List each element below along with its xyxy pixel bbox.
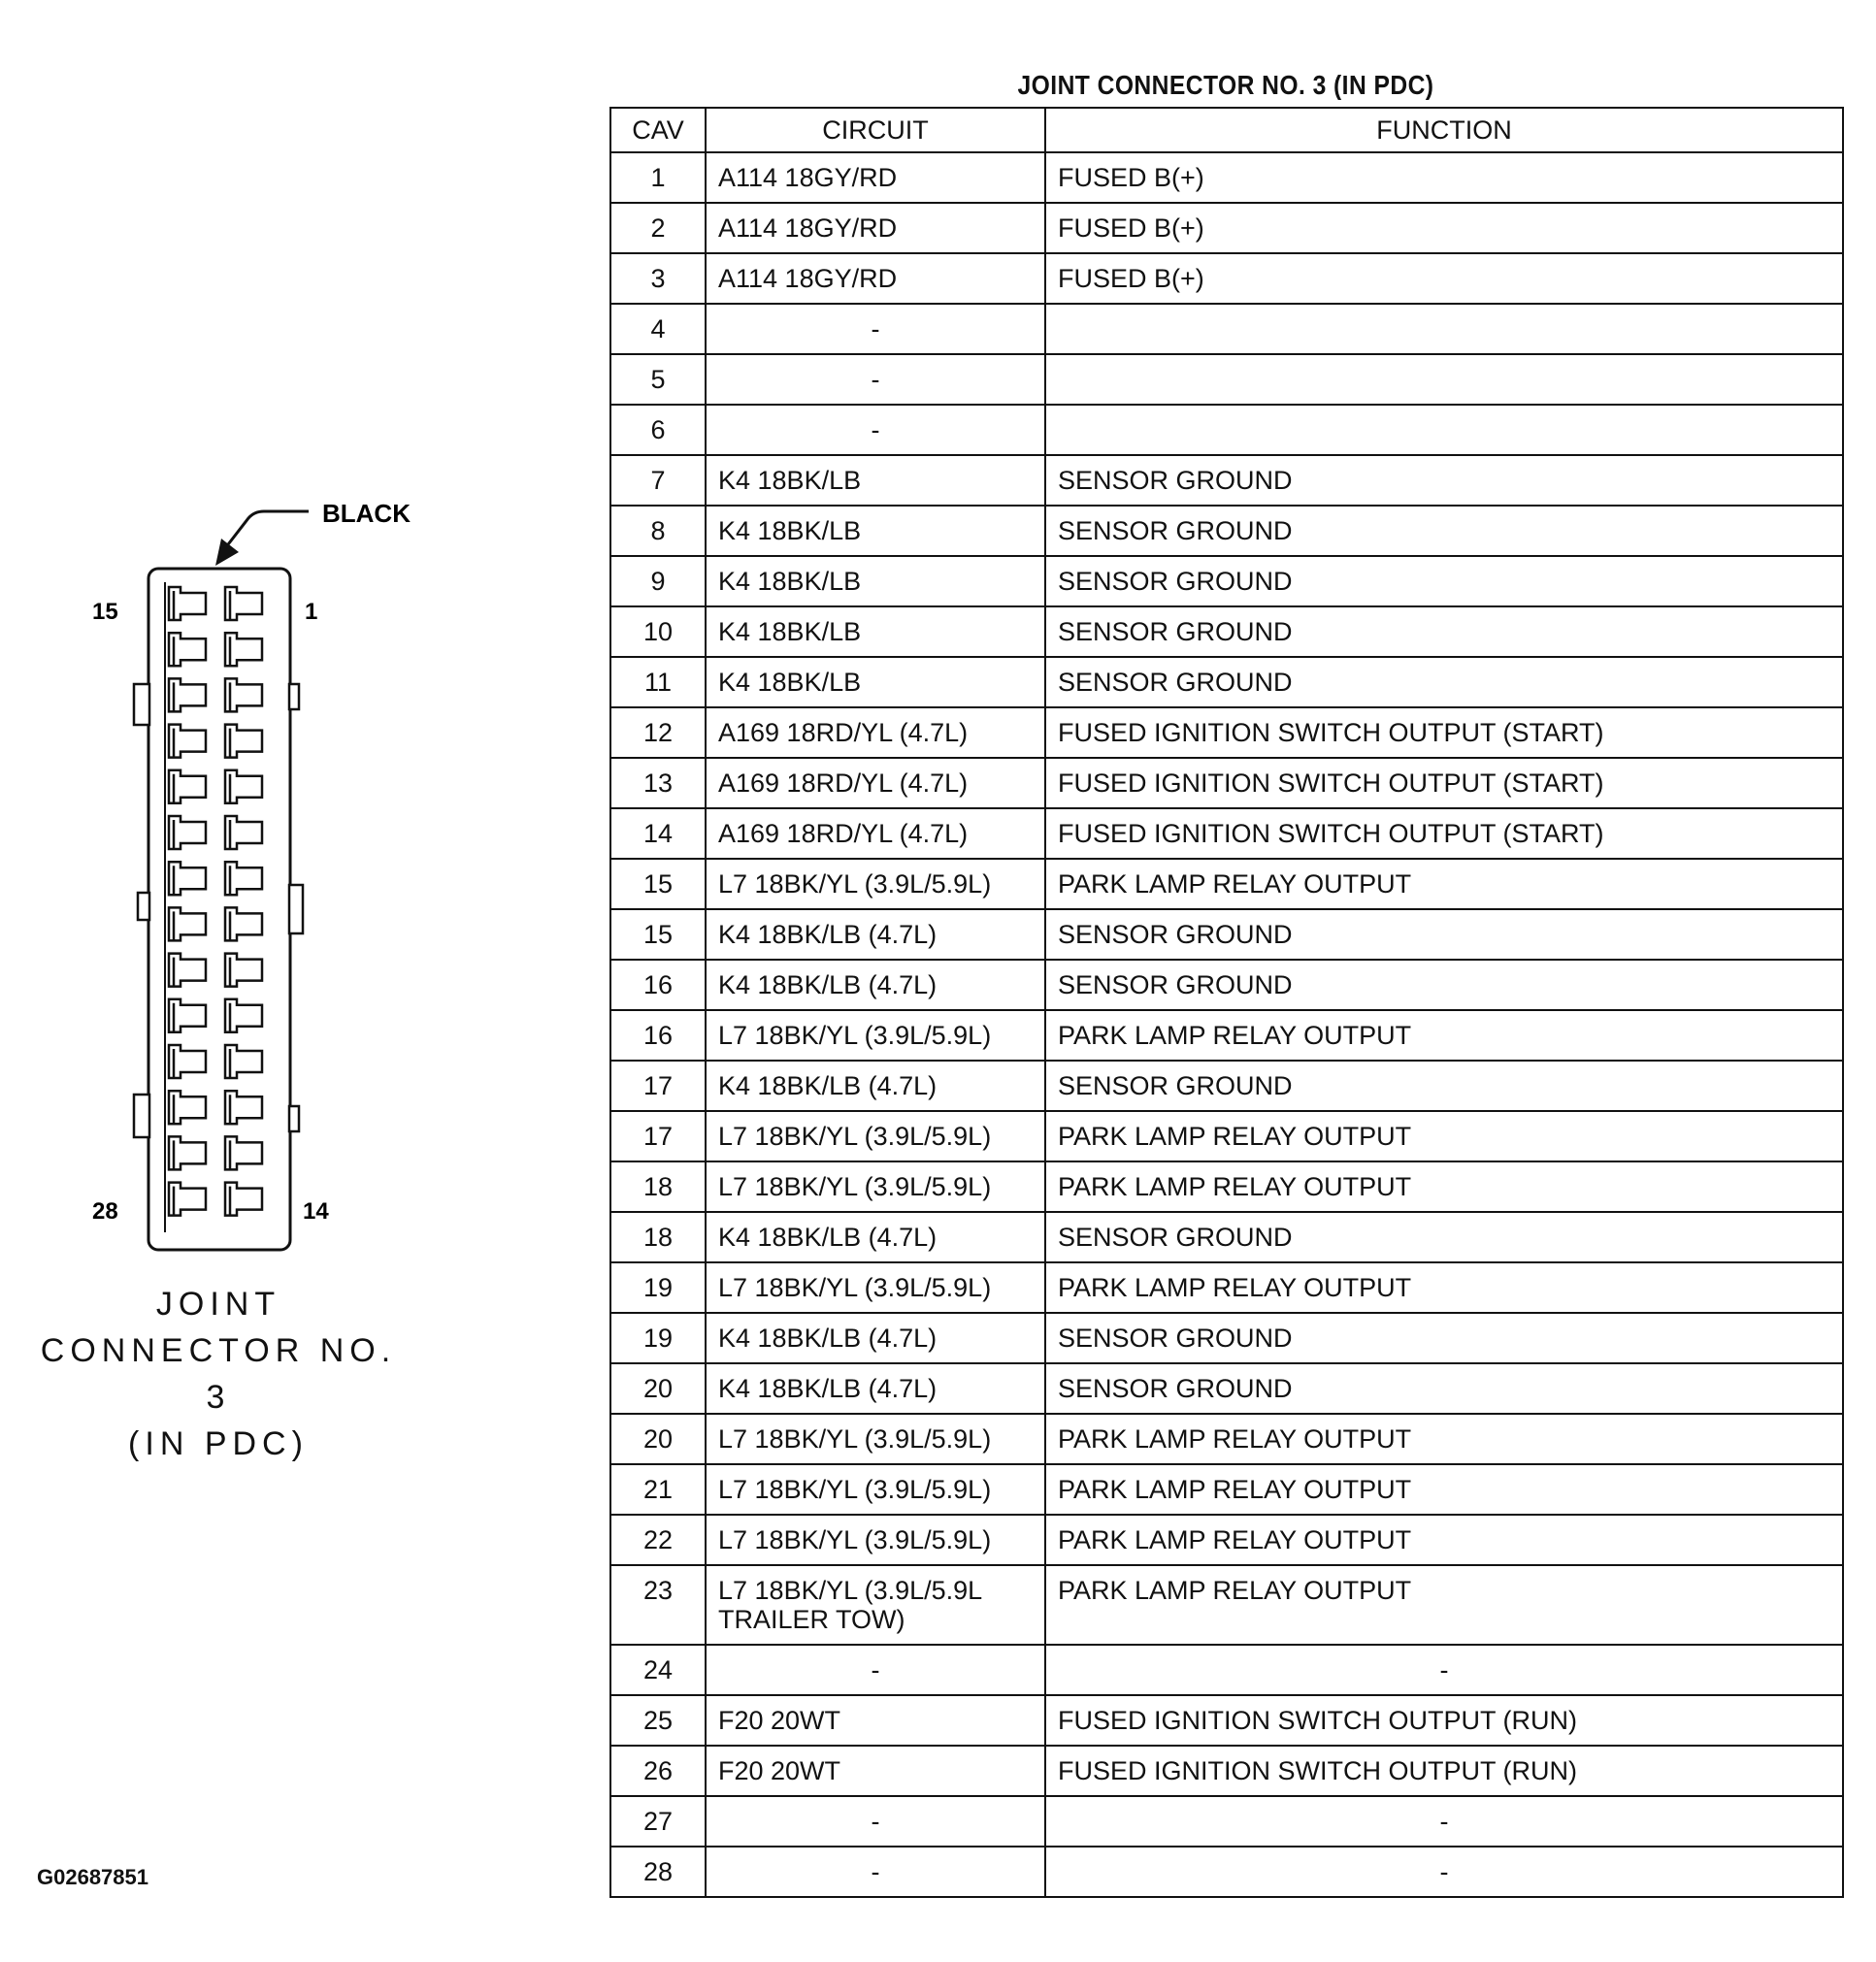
cav-cell: 27 <box>610 1796 706 1847</box>
function-cell: FUSED IGNITION SWITCH OUTPUT (START) <box>1045 707 1843 758</box>
cav-cell: 9 <box>610 556 706 606</box>
table-row <box>610 1847 1843 1897</box>
color-label-leader <box>225 511 309 548</box>
pin-label-bottom-left: 28 <box>92 1198 118 1225</box>
function-cell: SENSOR GROUND <box>1045 909 1843 960</box>
circuit-cell: F20 20WT <box>706 1746 1045 1796</box>
function-cell: PARK LAMP RELAY OUTPUT <box>1045 1111 1843 1161</box>
circuit-cell: L7 18BK/YL (3.9L/5.9L) <box>706 1262 1045 1313</box>
caption-line: (IN PDC) <box>128 1425 309 1462</box>
function-cell: SENSOR GROUND <box>1045 657 1843 707</box>
cav-cell: 12 <box>610 707 706 758</box>
circuit-cell: K4 18BK/LB (4.7L) <box>706 1061 1045 1111</box>
function-cell: SENSOR GROUND <box>1045 556 1843 606</box>
cav-cell: 20 <box>610 1414 706 1464</box>
cav-cell: 16 <box>610 1010 706 1061</box>
function-cell: SENSOR GROUND <box>1045 960 1843 1010</box>
connector-diagram <box>0 0 446 1281</box>
side-latch <box>138 893 149 920</box>
figure-id: G02687851 <box>37 1865 148 1889</box>
cav-cell: 22 <box>610 1515 706 1565</box>
table-row <box>610 455 1843 506</box>
cav-cell: 15 <box>610 909 706 960</box>
circuit-cell: - <box>706 1847 1045 1897</box>
cav-cell: 15 <box>610 859 706 909</box>
table-row <box>610 1262 1843 1313</box>
circuit-cell: L7 18BK/YL (3.9L/5.9L) <box>706 859 1045 909</box>
leader-arrowhead <box>215 539 239 566</box>
side-latch <box>134 684 149 725</box>
side-latch <box>289 885 303 933</box>
table-row <box>610 1464 1843 1515</box>
cav-cell: 19 <box>610 1313 706 1363</box>
cav-cell: 10 <box>610 606 706 657</box>
function-cell: FUSED IGNITION SWITCH OUTPUT (RUN) <box>1045 1695 1843 1746</box>
cav-cell: 1 <box>610 152 706 203</box>
caption-line: CONNECTOR NO. 3 <box>40 1332 397 1416</box>
table-row <box>610 1796 1843 1847</box>
function-cell: PARK LAMP RELAY OUTPUT <box>1045 1464 1843 1515</box>
cav-cell: 14 <box>610 808 706 859</box>
pinout-table <box>609 107 1844 1898</box>
side-latch <box>289 1106 299 1131</box>
function-cell: - <box>1045 1796 1843 1847</box>
cav-cell: 11 <box>610 657 706 707</box>
pin-label-top-left: 15 <box>92 599 118 625</box>
cav-cell: 4 <box>610 304 706 354</box>
cav-cell: 20 <box>610 1363 706 1414</box>
table-row <box>610 253 1843 304</box>
circuit-cell: A114 18GY/RD <box>706 203 1045 253</box>
table-row <box>610 1645 1843 1695</box>
table-header-row <box>610 108 1843 152</box>
circuit-cell: - <box>706 1796 1045 1847</box>
table-row <box>610 304 1843 354</box>
table-row <box>610 1111 1843 1161</box>
header-circuit: CIRCUIT <box>706 108 1045 152</box>
function-cell: FUSED IGNITION SWITCH OUTPUT (START) <box>1045 808 1843 859</box>
function-cell: SENSOR GROUND <box>1045 506 1843 556</box>
table-row <box>610 657 1843 707</box>
circuit-cell: L7 18BK/YL (3.9L/5.9L) <box>706 1464 1045 1515</box>
table-row <box>610 203 1843 253</box>
circuit-cell: F20 20WT <box>706 1695 1045 1746</box>
cav-cell: 19 <box>610 1262 706 1313</box>
caption-line: JOINT <box>155 1286 281 1323</box>
table-row <box>610 1161 1843 1212</box>
cav-cell: 17 <box>610 1061 706 1111</box>
function-cell: SENSOR GROUND <box>1045 1061 1843 1111</box>
circuit-cell: K4 18BK/LB (4.7L) <box>706 1212 1045 1262</box>
cav-cell: 26 <box>610 1746 706 1796</box>
function-cell: FUSED B(+) <box>1045 203 1843 253</box>
circuit-cell: A169 18RD/YL (4.7L) <box>706 707 1045 758</box>
table-row <box>610 1695 1843 1746</box>
circuit-cell: - <box>706 1645 1045 1695</box>
circuit-cell: K4 18BK/LB <box>706 657 1045 707</box>
circuit-cell: - <box>706 304 1045 354</box>
circuit-cell: L7 18BK/YL (3.9L/5.9L) <box>706 1010 1045 1061</box>
cav-cell: 3 <box>610 253 706 304</box>
function-cell: PARK LAMP RELAY OUTPUT <box>1045 1414 1843 1464</box>
cav-cell: 13 <box>610 758 706 808</box>
table-row <box>610 1515 1843 1565</box>
function-cell: - <box>1045 1645 1843 1695</box>
side-latch <box>289 684 299 709</box>
circuit-cell: K4 18BK/LB (4.7L) <box>706 1313 1045 1363</box>
function-cell: FUSED IGNITION SWITCH OUTPUT (RUN) <box>1045 1746 1843 1796</box>
function-cell: SENSOR GROUND <box>1045 455 1843 506</box>
function-cell: SENSOR GROUND <box>1045 1212 1843 1262</box>
table-row <box>610 1746 1843 1796</box>
cav-cell: 2 <box>610 203 706 253</box>
table-row <box>610 506 1843 556</box>
circuit-cell: A169 18RD/YL (4.7L) <box>706 758 1045 808</box>
circuit-cell: L7 18BK/YL (3.9L/5.9L) <box>706 1414 1045 1464</box>
function-cell: FUSED IGNITION SWITCH OUTPUT (START) <box>1045 758 1843 808</box>
cav-cell: 7 <box>610 455 706 506</box>
function-cell: PARK LAMP RELAY OUTPUT <box>1045 1565 1843 1645</box>
cav-cell: 25 <box>610 1695 706 1746</box>
circuit-cell: - <box>706 405 1045 455</box>
circuit-cell: L7 18BK/YL (3.9L/5.9L) <box>706 1111 1045 1161</box>
circuit-cell: - <box>706 354 1045 405</box>
table-row <box>610 556 1843 606</box>
circuit-cell: L7 18BK/YL (3.9L/5.9L TRAILER TOW) <box>706 1565 1045 1645</box>
function-cell: - <box>1045 1847 1843 1897</box>
color-label: BLACK <box>322 499 411 528</box>
table-row <box>610 1061 1843 1111</box>
function-cell: PARK LAMP RELAY OUTPUT <box>1045 1161 1843 1212</box>
circuit-cell: K4 18BK/LB <box>706 606 1045 657</box>
connector-caption <box>29 1281 408 1467</box>
table-row <box>610 152 1843 203</box>
table-row <box>610 758 1843 808</box>
table-row <box>610 960 1843 1010</box>
cav-cell: 18 <box>610 1161 706 1212</box>
table-title: JOINT CONNECTOR NO. 3 (IN PDC) <box>1017 70 1434 100</box>
table-row <box>610 1212 1843 1262</box>
table-row <box>610 808 1843 859</box>
cav-cell: 5 <box>610 354 706 405</box>
table-row <box>610 909 1843 960</box>
circuit-cell: L7 18BK/YL (3.9L/5.9L) <box>706 1515 1045 1565</box>
table-row <box>610 1313 1843 1363</box>
circuit-cell: K4 18BK/LB <box>706 455 1045 506</box>
function-cell: PARK LAMP RELAY OUTPUT <box>1045 1262 1843 1313</box>
pin-label-top-right: 1 <box>305 599 318 625</box>
table-row <box>610 1010 1843 1061</box>
table-row <box>610 405 1843 455</box>
cav-cell: 18 <box>610 1212 706 1262</box>
circuit-cell: A114 18GY/RD <box>706 253 1045 304</box>
function-cell: PARK LAMP RELAY OUTPUT <box>1045 859 1843 909</box>
function-cell: PARK LAMP RELAY OUTPUT <box>1045 1010 1843 1061</box>
circuit-cell: L7 18BK/YL (3.9L/5.9L) <box>706 1161 1045 1212</box>
function-cell <box>1045 354 1843 405</box>
circuit-cell: A169 18RD/YL (4.7L) <box>706 808 1045 859</box>
table-row <box>610 707 1843 758</box>
table-row <box>610 1414 1843 1464</box>
function-cell: SENSOR GROUND <box>1045 606 1843 657</box>
cav-cell: 24 <box>610 1645 706 1695</box>
function-cell <box>1045 405 1843 455</box>
function-cell <box>1045 304 1843 354</box>
cav-cell: 23 <box>610 1565 706 1645</box>
table-row <box>610 1565 1843 1645</box>
cav-cell: 17 <box>610 1111 706 1161</box>
circuit-cell: K4 18BK/LB (4.7L) <box>706 960 1045 1010</box>
cav-cell: 28 <box>610 1847 706 1897</box>
function-cell: FUSED B(+) <box>1045 152 1843 203</box>
circuit-cell: K4 18BK/LB (4.7L) <box>706 909 1045 960</box>
circuit-cell: A114 18GY/RD <box>706 152 1045 203</box>
cav-cell: 16 <box>610 960 706 1010</box>
function-cell: SENSOR GROUND <box>1045 1363 1843 1414</box>
header-cav: CAV <box>610 108 706 152</box>
circuit-cell: K4 18BK/LB <box>706 506 1045 556</box>
cav-cell: 8 <box>610 506 706 556</box>
table-row <box>610 1363 1843 1414</box>
side-latch <box>134 1095 149 1137</box>
pin-label-bottom-right: 14 <box>303 1198 329 1225</box>
function-cell: PARK LAMP RELAY OUTPUT <box>1045 1515 1843 1565</box>
cav-cell: 6 <box>610 405 706 455</box>
circuit-cell: K4 18BK/LB <box>706 556 1045 606</box>
cav-cell: 21 <box>610 1464 706 1515</box>
function-cell: FUSED B(+) <box>1045 253 1843 304</box>
table-row <box>610 354 1843 405</box>
table-row <box>610 606 1843 657</box>
circuit-cell: K4 18BK/LB (4.7L) <box>706 1363 1045 1414</box>
function-cell: SENSOR GROUND <box>1045 1313 1843 1363</box>
header-function: FUNCTION <box>1045 108 1843 152</box>
table-row <box>610 859 1843 909</box>
